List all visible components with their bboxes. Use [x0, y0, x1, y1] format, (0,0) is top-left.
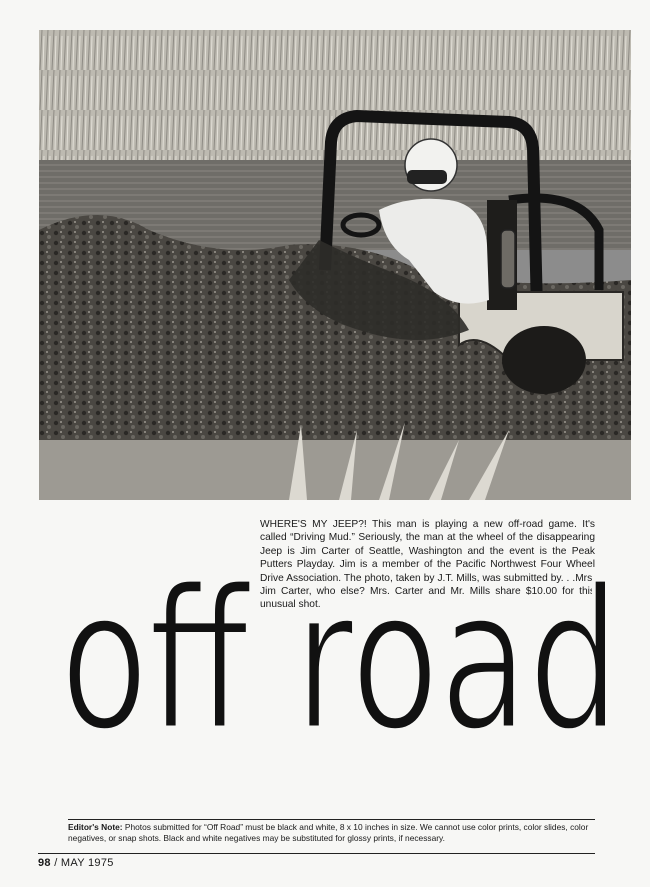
editor-note-rule-bottom	[38, 853, 595, 854]
headline-text: off road	[60, 572, 620, 752]
headline-off-road	[60, 572, 620, 752]
issue-date: / MAY 1975	[50, 857, 114, 869]
editor-note	[68, 822, 595, 844]
editor-note-label: Editor's Note:	[68, 822, 123, 832]
jeep-mud-photo	[39, 30, 631, 500]
editor-note-rule-top	[68, 819, 595, 820]
page-number: 98	[38, 857, 51, 869]
jeep-mud-photo-illustration	[39, 30, 631, 500]
caption-body: This man is playing a new off-road game. It's called “Driving Mud.” Seriously, the man at the wheel of the disappearing Jeep is Jim Carter of Seattle, Washington and the event is the Peak Putters Playday. Jim is a member of the Pacific Northwest Four Wheel Drive Association. The photo, taken by J.T. Mills, was submitted by. . .Mrs. Jim Carter, who else? Mrs. Carter and Mr. Mills share $10.00 for this unusual shot.	[260, 519, 595, 611]
headline-off-road-text	[60, 572, 620, 752]
page-folio	[38, 857, 114, 869]
editor-note-text: Photos submitted for “Off Road” must be black and white, 8 x 10 inches in size. We cannot use color prints, color slides, color negatives, or snap shots. Black and white negatives may be substituted for glossy prints, if necessary.	[68, 822, 589, 843]
caption-lead: WHERE'S MY JEEP?!	[260, 519, 367, 530]
